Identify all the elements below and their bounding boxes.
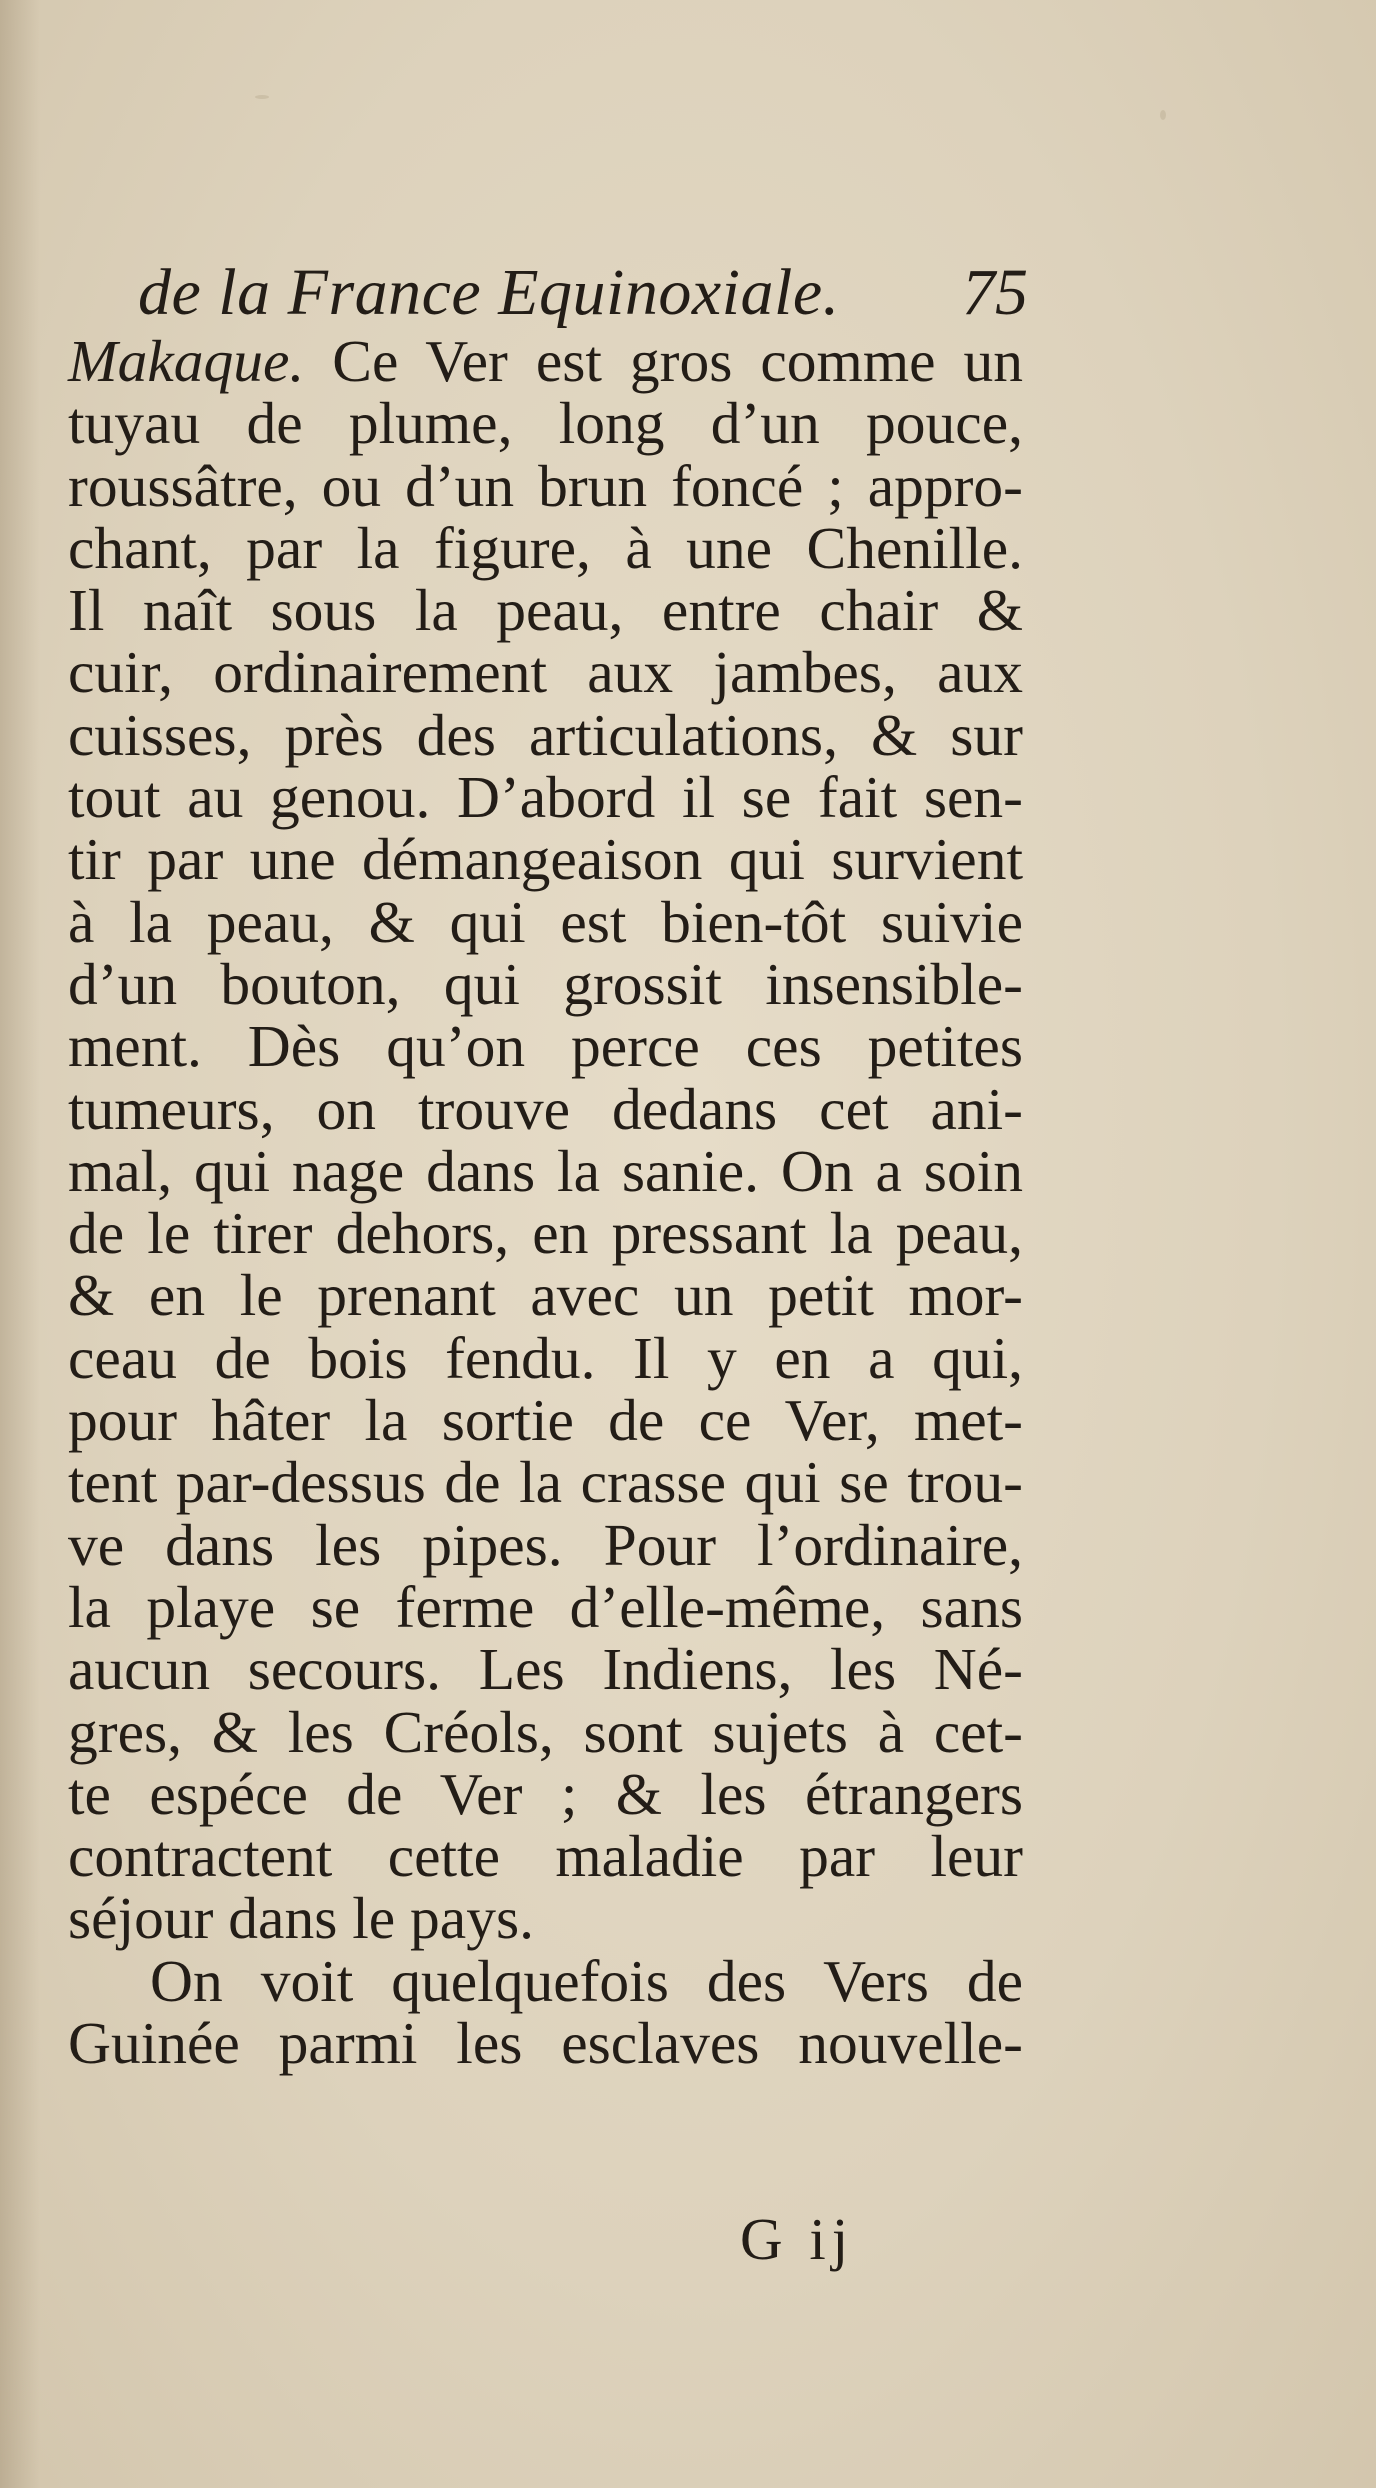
text-line: mal, qui nage dans la sanie. On a soin	[68, 1137, 1023, 1204]
paper-stain	[1160, 110, 1166, 120]
text-line: tir par une démangeaison qui survient	[68, 826, 1023, 893]
text-line: ment. Dès qu’on perce ces petites	[68, 1013, 1023, 1080]
text-line: tuyau de plume, long d’un pouce,	[68, 390, 1023, 457]
text-line: cuisses, près des articulations, & sur	[68, 701, 1023, 768]
text-line: ceau de bois fendu. Il y en a qui,	[68, 1324, 1023, 1391]
text-line-rest: Ce Ver est gros comme un	[304, 328, 1023, 394]
signature-mark: G ij	[740, 2206, 855, 2272]
text-line: d’un bouton, qui grossit insensible-	[68, 950, 1023, 1017]
text-line: gres, & les Créols, sont sujets à cet-	[68, 1698, 1023, 1765]
page-number: 75	[962, 256, 1028, 329]
text-line: tent par-dessus de la crasse qui se trou-	[68, 1449, 1023, 1516]
text-line: tout au genou. D’abord il se fait sen-	[68, 764, 1023, 831]
text-line: pour hâter la sortie de ce Ver, met-	[68, 1387, 1023, 1454]
text-line: ve dans les pipes. Pour l’ordinaire,	[68, 1511, 1023, 1578]
text-line: contractent cette maladie par leur	[68, 1823, 1023, 1890]
running-head	[138, 255, 1028, 335]
text-line: la playe se ferme d’elle-même, sans	[68, 1573, 1023, 1640]
text-line: de le tirer dehors, en pressant la peau,	[68, 1200, 1023, 1267]
paper-stain	[255, 95, 269, 99]
text-line: à la peau, & qui est bien-tôt suivie	[68, 888, 1023, 955]
text-line: Guinée parmi les esclaves nouvelle-	[68, 2010, 1023, 2077]
text-line: On voit quelquefois des Vers de	[150, 1947, 1023, 2014]
text-line: chant, par la figure, à une Chenille.	[68, 514, 1023, 581]
text-line: séjour dans le pays.	[68, 1885, 534, 1952]
text-line: roussâtre, ou d’un brun foncé ; appro-	[68, 452, 1023, 519]
text-line: & en le prenant avec un petit mor-	[68, 1262, 1023, 1329]
text-line: Il naît sous la peau, entre chair &	[68, 577, 1023, 644]
text-line: cuir, ordinairement aux jambes, aux	[68, 639, 1023, 706]
text-line: aucun secours. Les Indiens, les Né-	[68, 1636, 1023, 1703]
text-line	[68, 330, 1023, 392]
text-line: tumeurs, on trouve dedans cet ani-	[68, 1075, 1023, 1142]
italic-word: Makaque.	[68, 328, 305, 394]
body-text	[68, 328, 1023, 2077]
text-line: te espéce de Ver ; & les étrangers	[68, 1760, 1023, 1827]
running-title: de la France Equinoxiale.	[138, 256, 840, 329]
